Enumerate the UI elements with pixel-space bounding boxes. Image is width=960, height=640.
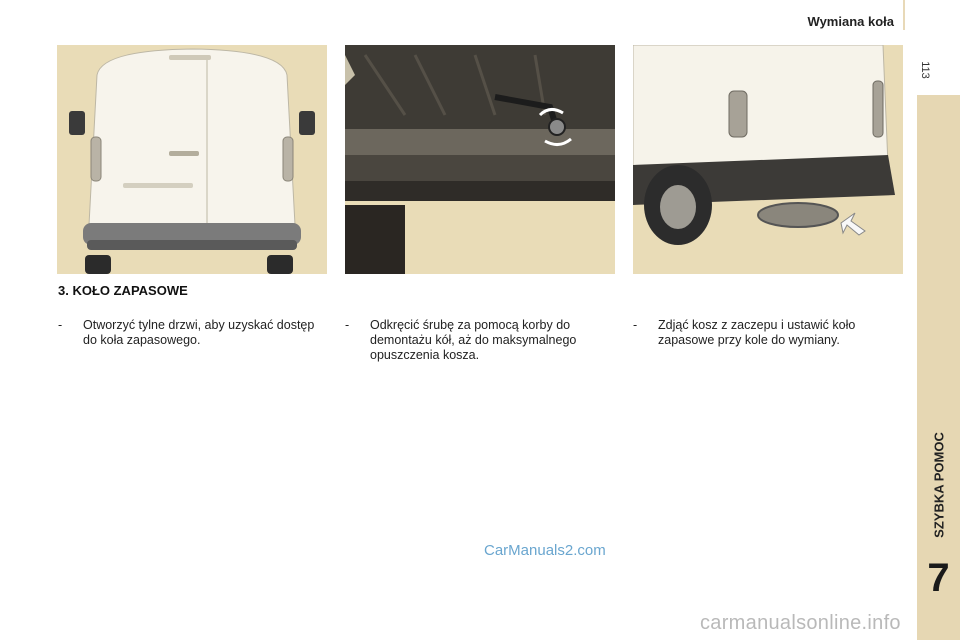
page-header-title: Wymiana koła xyxy=(807,14,894,29)
footer-watermark[interactable]: carmanualsonline.info xyxy=(700,612,901,634)
section-title: 3. KOŁO ZAPASOWE xyxy=(58,283,188,298)
step-3 xyxy=(633,318,909,348)
page-number: 113 xyxy=(919,61,931,79)
chapter-tab-label: SZYBKA POMOC xyxy=(931,432,946,538)
step-1 xyxy=(58,318,328,348)
center-watermark[interactable]: CarManuals2.com xyxy=(484,542,606,559)
header-divider xyxy=(903,0,905,30)
step-text: Zdjąć kosz z zaczepu i ustawić koło zapasowe przy kole do wymiany. xyxy=(658,318,856,347)
bullet-dash: - xyxy=(633,318,638,332)
step-text: Odkręcić śrubę za pomocą korby do demontażu kół, aż do maksymalnego opuszczenia kosza. xyxy=(370,318,577,362)
bullet-dash: - xyxy=(58,318,63,332)
van-rear-doors-illustration xyxy=(57,45,327,274)
spare-wheel-crank-illustration xyxy=(345,45,615,274)
step-text: Otworzyć tylne drzwi, aby uzyskać dostęp do koła zapasowego. xyxy=(83,318,315,347)
chapter-number: 7 xyxy=(927,556,950,600)
bullet-dash: - xyxy=(345,318,350,332)
step-2 xyxy=(345,318,620,363)
spare-wheel-basket-illustration xyxy=(633,45,903,274)
